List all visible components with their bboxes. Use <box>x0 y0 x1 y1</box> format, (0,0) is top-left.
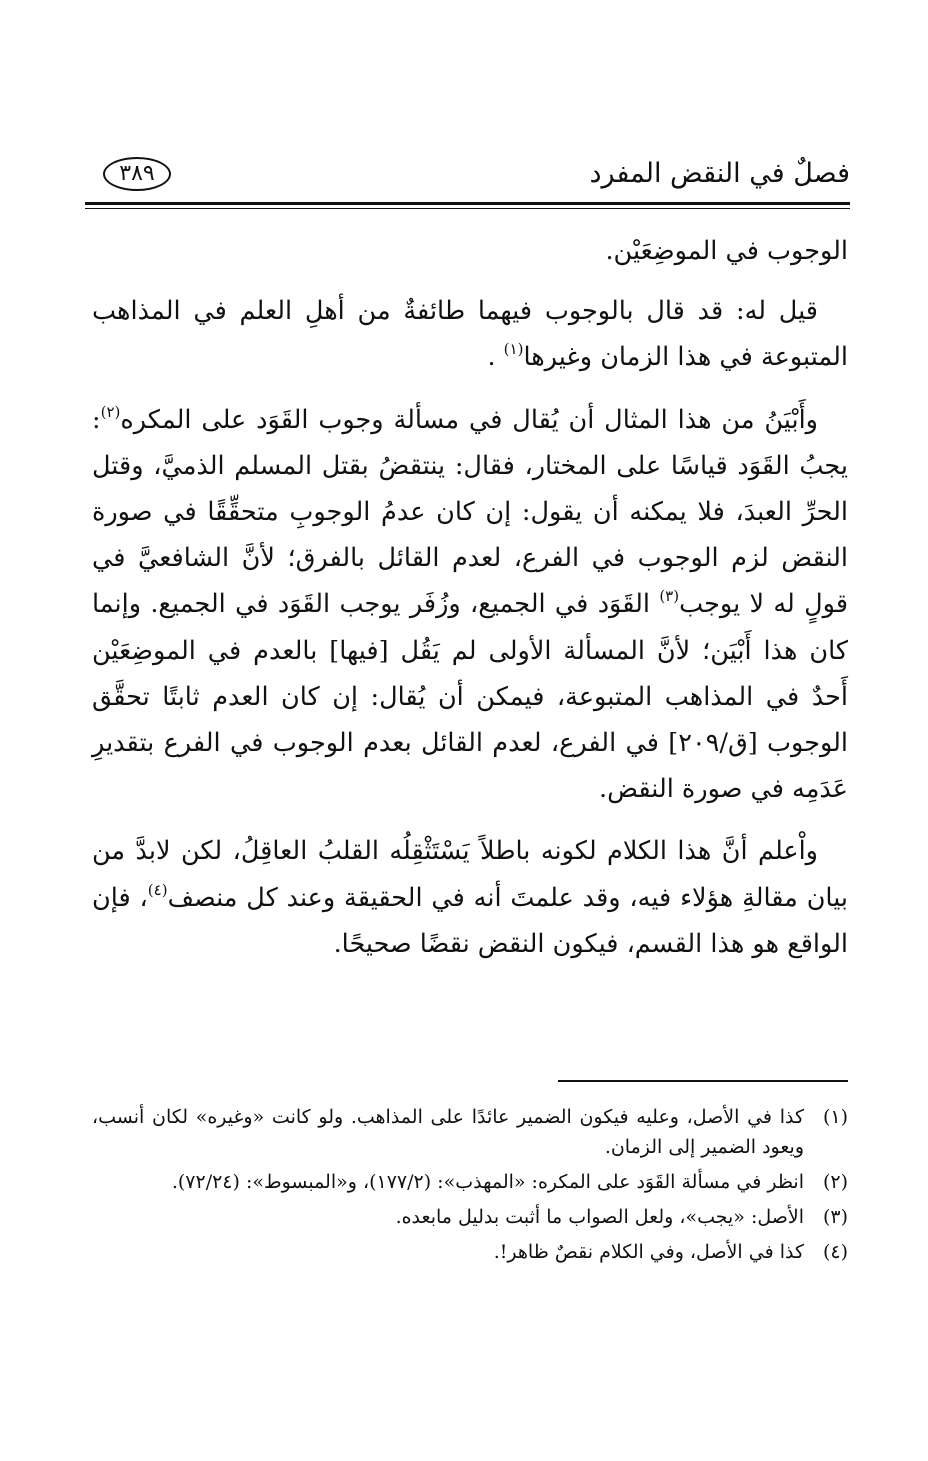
footnote-1 <box>92 1102 848 1162</box>
footnote-number: (٤) <box>822 1241 848 1263</box>
running-title: فصلٌ في النقض المفرد <box>589 158 850 189</box>
footnote-2 <box>92 1167 848 1197</box>
page-number: ٣٨٩ <box>103 157 171 191</box>
footnote-text: انظر في مسألة القَوَد على المكره: «المهذب»: (١٧٧/٢)، و«المبسوط»: (٧٢/٢٤). <box>171 1171 804 1193</box>
footnote-4 <box>92 1237 848 1267</box>
footnotes <box>92 1102 848 1272</box>
paragraph-text: واْعلم أنَّ هذا الكلام لكونه باطلاً يَسْتَثْقِلُه القلبُ العاقِلُ، لكن لابدَّ من بيان مقالةِ هؤلاء فيه، وقد علمتَ أنه في الحقيقة وعند كل منصف <box>92 836 848 913</box>
paragraph-text: وأَبْيَنُ من هذا المثال أن يُقال في مسألة وجوب القَوَد على المكره <box>120 404 818 435</box>
paragraph-2 <box>92 288 848 380</box>
footnote-number: (١) <box>822 1106 848 1128</box>
footnote-text: الأصل: «يجب»، ولعل الصواب ما أثبت بدليل مابعده. <box>395 1206 804 1228</box>
footnote-text: كذا في الأصل، وعليه فيكون الضمير عائدًا على المذاهب. ولو كانت «وغيره» لكان أنسب، ويعود الضمير إلى الزمان. <box>92 1106 804 1158</box>
footnote-ref-1[interactable]: (١) <box>503 340 524 359</box>
header-rule-thin <box>85 208 850 209</box>
footnote-3 <box>92 1202 848 1232</box>
paragraph-text: ، فإن الواقع هو هذا القسم، فيكون النقض نقضًا صحيحًا. <box>92 882 848 959</box>
footnote-number: (٢) <box>822 1171 848 1193</box>
header-rule-thick <box>85 202 850 205</box>
footnote-number: (٣) <box>822 1206 848 1228</box>
paragraph-text: . <box>487 342 496 373</box>
paragraph-4 <box>92 828 848 967</box>
paragraph-text: القَوَد في الجميع، وزُفَر يوجب القَوَد في الجميع. وإنما كان هذا أَبْيَن؛ لأنَّ المسألة الأولى لم يَقُل [فيها] بالعدم في الموضِعَيْن أَحدٌ في المذاهب المتبوعة، فيمكن أن يُقال: إن كان العدم ثابتًا تحقَّق الوجوب [ق/٢٠٩] في الفرع، لعدم القائل بعدم الوجوب في الفرع بتقديرِ عَدَمِه في صورة النقض. <box>92 589 849 805</box>
footnote-separator <box>558 1080 848 1082</box>
paragraph-3 <box>92 397 848 813</box>
paragraph-text: : يجبُ القَوَد قياسًا على المختار، فقال: ينتقضُ بقتل المسلم الذميَّ، وقتل الحرِّ العبدَ، فلا يمكنه أن يقول: إن كان عدمُ الوجوبِ متحقِّقًا في صورة النقض لزم الوجوب في الفرع، لعدم القائل بالفرق؛ لأنَّ الشافعيَّ في قولٍ له لا يوجب <box>92 404 849 620</box>
footnote-ref-2[interactable]: (٢) <box>100 402 121 421</box>
paragraph-1 <box>92 228 848 274</box>
main-text <box>92 228 848 983</box>
page-header <box>85 150 850 202</box>
footnote-ref-4[interactable]: (٤) <box>147 880 168 899</box>
footnote-ref-3[interactable]: (٣) <box>659 587 680 606</box>
footnote-text: كذا في الأصل، وفي الكلام نقصٌ ظاهر!. <box>493 1241 804 1263</box>
paragraph-text: قيل له: قد قال بالوجوب فيهما طائفةٌ من أهلِ العلم في المذاهب المتبوعة في هذا الزمان وغيرها <box>92 296 848 373</box>
paragraph-text: الوجوب في الموضِعَيْن. <box>605 236 848 266</box>
